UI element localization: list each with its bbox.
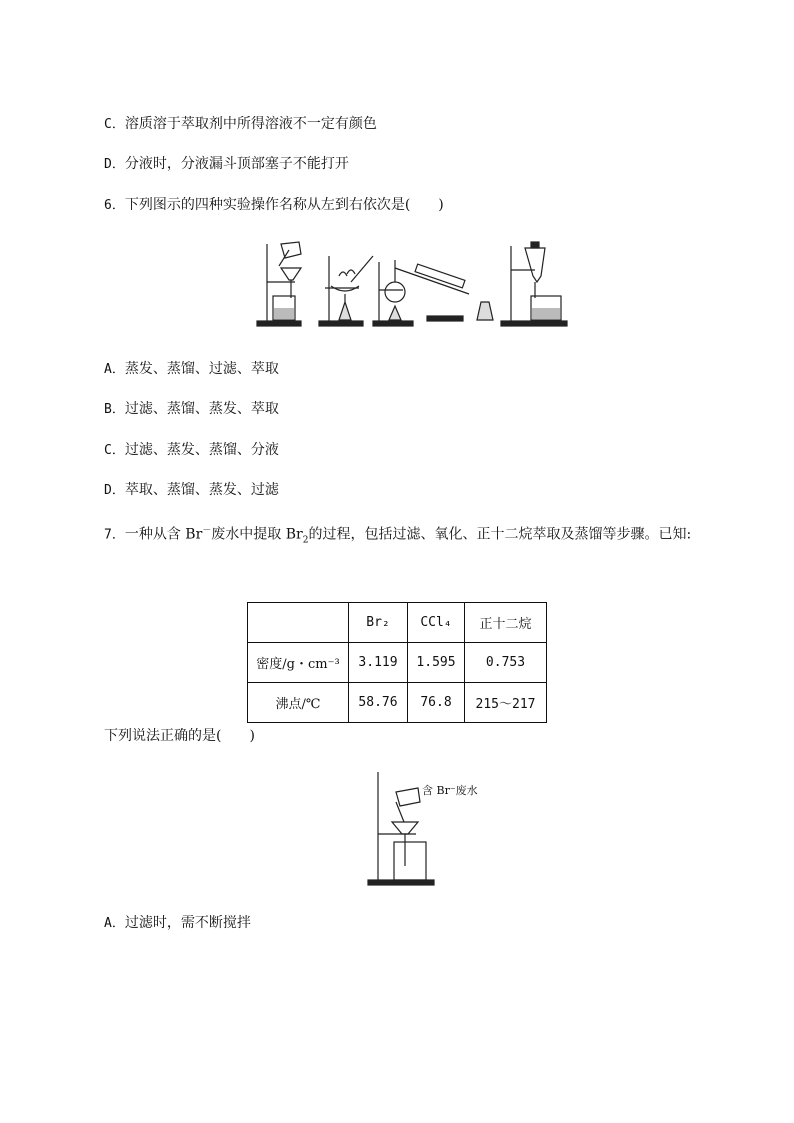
table-cell: 0.753 — [465, 643, 547, 683]
option-letter: C． — [104, 443, 125, 458]
option-letter: D． — [104, 483, 125, 498]
option-text: 过滤、蒸发、蒸馏、分液 — [124, 442, 279, 458]
option-letter: D． — [104, 157, 125, 172]
question-text-a: 一种从含 Br — [124, 526, 203, 543]
q7-option-a — [104, 914, 251, 933]
q6-option-b — [104, 400, 279, 419]
question-7-stem — [104, 522, 691, 549]
option-letter: A． — [104, 916, 125, 931]
question-text-c: 的过程，包括过滤、氧化、正十二烷萃取及蒸馏等步骤。已知: — [308, 526, 692, 543]
table-cell: 76.8 — [408, 683, 465, 723]
option-c-prev — [104, 115, 377, 134]
table-header-cell: Br₂ — [349, 603, 408, 643]
question-text-b: 废水中提取 Br — [211, 526, 303, 543]
option-letter: C． — [104, 117, 125, 132]
q6-option-a — [104, 360, 279, 379]
table-row-label: 密度/g・cm⁻³ — [248, 643, 349, 683]
table-row — [248, 643, 547, 683]
question-7-followup: 下列说法正确的是( ) — [104, 728, 255, 744]
separation-apparatus — [501, 242, 567, 326]
question-number: 7． — [104, 527, 125, 543]
q6-option-c — [104, 441, 279, 460]
table-cell: 1.595 — [408, 643, 465, 683]
table-header-cell: 正十二烷 — [465, 603, 547, 643]
option-text: 分液时，分液漏斗顶部塞子不能打开 — [124, 156, 349, 172]
table-cell: 58.76 — [349, 683, 408, 723]
lab-apparatus-figure — [255, 236, 575, 330]
option-d-prev — [104, 155, 349, 174]
question-number: 6． — [104, 198, 125, 213]
filtration-figure — [364, 770, 524, 888]
option-text: 过滤时，需不断搅拌 — [124, 915, 251, 931]
table-header-row — [248, 603, 547, 643]
table-cell: 215～217 — [465, 683, 547, 723]
properties-table — [247, 602, 547, 723]
option-text: 萃取、蒸馏、蒸发、过滤 — [124, 482, 279, 498]
option-letter: B． — [104, 402, 125, 417]
table-cell: 3.119 — [349, 643, 408, 683]
question-6-stem — [104, 196, 444, 215]
option-letter: A． — [104, 362, 125, 377]
option-text: 蒸发、蒸馏、过滤、萃取 — [124, 361, 279, 377]
question-text: 下列图示的四种实验操作名称从左到右依次是( ) — [124, 197, 444, 213]
evaporation-apparatus — [319, 256, 373, 326]
filtration-apparatus — [257, 242, 301, 326]
table-header-cell — [248, 603, 349, 643]
superscript: － — [202, 526, 212, 536]
table-header-cell: CCl₄ — [408, 603, 465, 643]
option-text: 溶质溶于萃取剂中所得溶液不一定有颜色 — [124, 116, 377, 132]
table-row-label: 沸点/℃ — [248, 683, 349, 723]
wastewater-label: 含 Br⁻废水 — [422, 784, 478, 797]
q6-option-d — [104, 481, 279, 500]
option-text: 过滤、蒸馏、蒸发、萃取 — [124, 401, 279, 417]
subscript: 2 — [302, 535, 309, 546]
table-row — [248, 683, 547, 723]
distillation-apparatus — [373, 260, 493, 326]
